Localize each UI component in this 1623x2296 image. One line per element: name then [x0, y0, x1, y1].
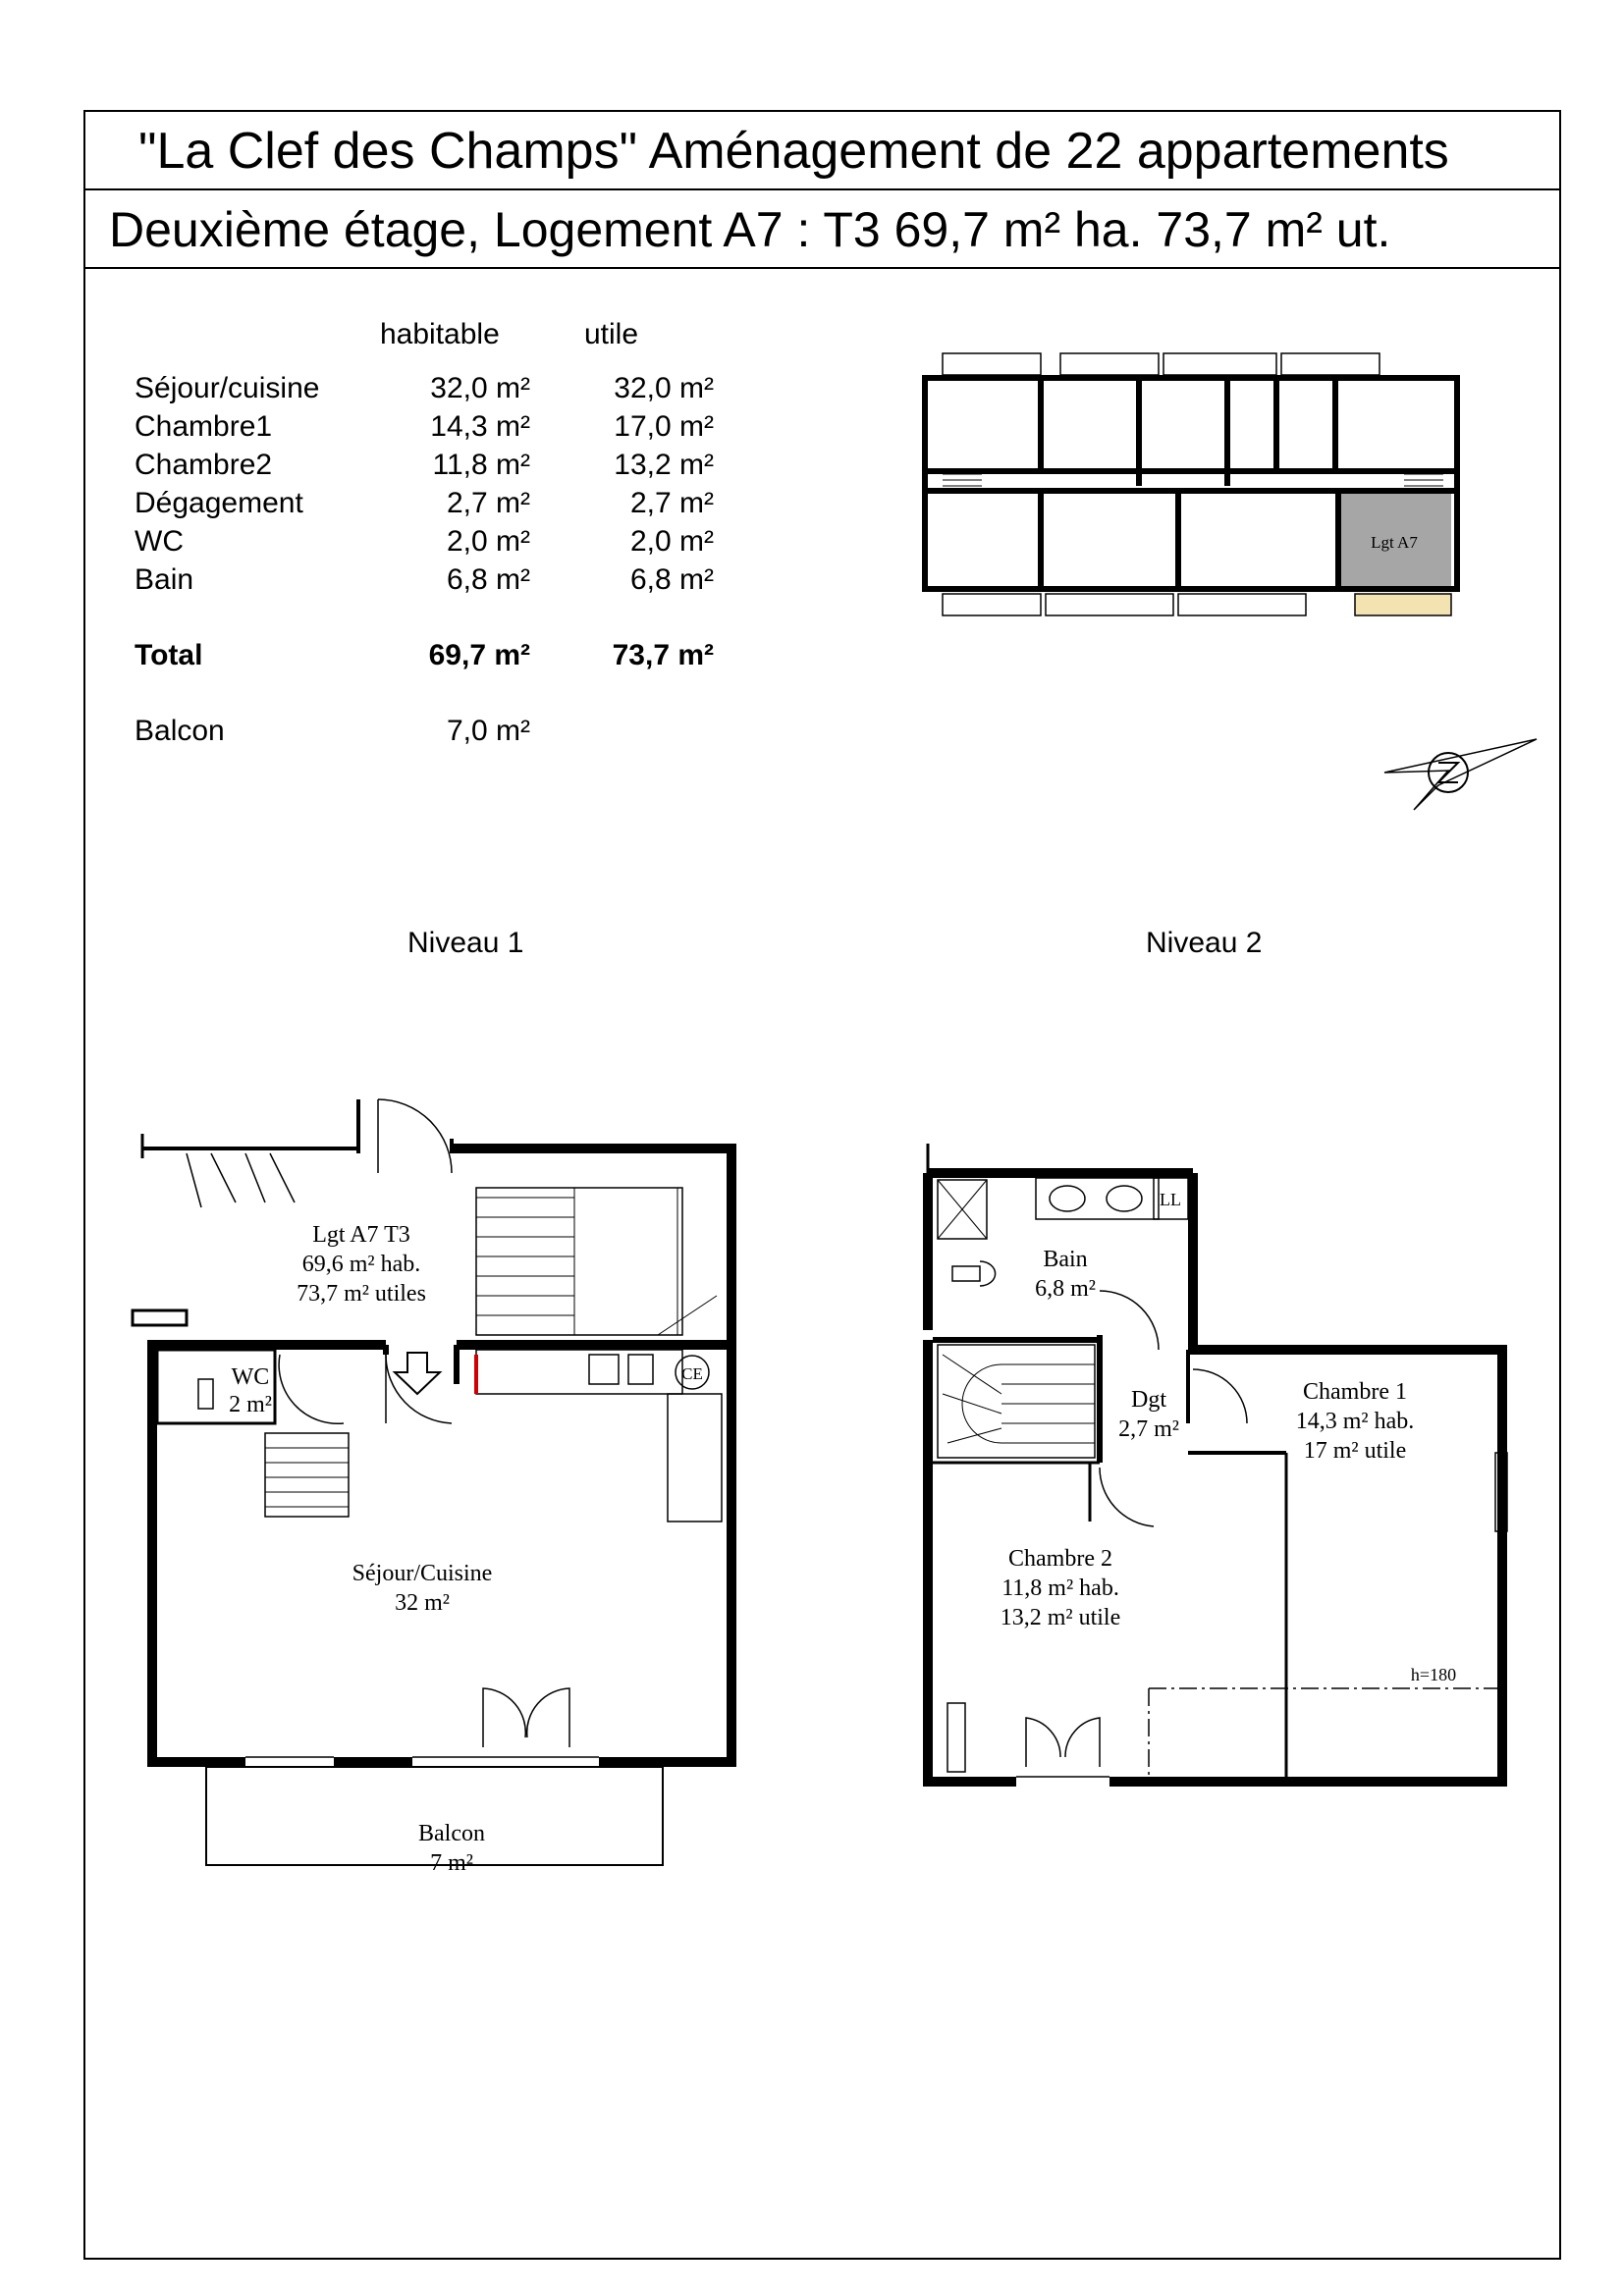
chambre-1-hab: 14,3 m² hab. — [1295, 1409, 1415, 1434]
chambre-1-name: Chambre 1 — [1303, 1379, 1407, 1405]
room-name: WC — [135, 525, 184, 558]
balcon-area: 7 m² — [430, 1850, 473, 1876]
door-swing — [378, 1099, 452, 1173]
bain-area: 6,8 m² — [1035, 1276, 1096, 1302]
chambre-1-utile: 17 m² utile — [1303, 1438, 1407, 1464]
parapet-block — [133, 1310, 187, 1325]
apartment-hab: 69,6 m² hab. — [301, 1252, 421, 1277]
dgt-area: 2,7 m² — [1118, 1416, 1179, 1442]
ce-label: CE — [681, 1364, 703, 1383]
stairs-lower-treads — [265, 1448, 349, 1507]
room-habitable: 32,0 m² — [430, 372, 530, 404]
compass-letter — [1438, 763, 1458, 782]
stairs-upper-treads — [476, 1188, 717, 1335]
floor-plan-level-1 — [108, 1060, 756, 1895]
balcon-habitable: 7,0 m² — [446, 715, 530, 747]
stair-handrail — [658, 1296, 717, 1335]
ll-label: LL — [1160, 1190, 1181, 1209]
chambre-2-name: Chambre 2 — [1008, 1546, 1112, 1572]
room-habitable: 2,7 m² — [446, 487, 530, 519]
washbasin-icon — [1050, 1186, 1085, 1211]
floor-plan-level-2 — [903, 1139, 1542, 1826]
total-habitable: 69,7 m² — [428, 639, 530, 671]
french-door-swing — [483, 1688, 569, 1747]
key-plan-a7-balcony — [1355, 594, 1451, 615]
wc-door-swing — [279, 1355, 344, 1423]
room-habitable: 11,8 m² — [432, 449, 530, 481]
sejour-area: 32 m² — [395, 1590, 450, 1616]
room-utile: 6,8 m² — [629, 563, 714, 596]
room-utile: 2,0 m² — [629, 525, 714, 558]
room-utile: 17,0 m² — [614, 410, 714, 443]
wc-name: WC — [231, 1364, 270, 1390]
key-plan-balcony — [1281, 353, 1380, 375]
sejour-name: Séjour/Cuisine — [352, 1561, 493, 1586]
total-utile: 73,7 m² — [612, 639, 714, 671]
key-plan-balcony — [1046, 594, 1173, 615]
room-name: Chambre2 — [135, 449, 273, 481]
french-door-swing — [1026, 1718, 1100, 1767]
col-habitable-header: habitable — [380, 318, 500, 350]
apartment-name: Lgt A7 T3 — [312, 1222, 410, 1248]
chambre-2-hab: 11,8 m² hab. — [1001, 1575, 1119, 1601]
room-name: Dégagement — [135, 487, 303, 519]
door-swing — [1100, 1468, 1154, 1526]
toilet-bowl — [980, 1261, 996, 1286]
door-swing — [1100, 1291, 1159, 1350]
kitchen-counter — [476, 1350, 682, 1394]
key-plan-balcony — [943, 594, 1041, 615]
stairs-upper — [476, 1188, 682, 1335]
window-swing — [187, 1153, 295, 1207]
apartment-utiles: 73,7 m² utiles — [297, 1281, 426, 1307]
entrance-arrow-icon — [395, 1353, 440, 1394]
stair-curve — [962, 1364, 1001, 1443]
kitchen-island — [668, 1394, 722, 1522]
vanity-icon — [1036, 1178, 1159, 1219]
col-utile-header: utile — [584, 318, 639, 350]
key-plan-balcony — [1178, 594, 1306, 615]
room-name: Chambre1 — [135, 410, 273, 443]
wc-area: 2 m² — [229, 1392, 272, 1417]
stairs-level-2-treads — [943, 1355, 1095, 1443]
dgt-name: Dgt — [1131, 1387, 1166, 1413]
room-utile: 2,7 m² — [629, 487, 714, 519]
compass-needle — [1384, 739, 1537, 810]
balcon-name: Balcon — [418, 1821, 485, 1846]
sink-icon — [589, 1355, 619, 1384]
stairs-lower — [265, 1433, 349, 1517]
key-plan-balcony — [1060, 353, 1159, 375]
stove-icon — [628, 1355, 653, 1384]
bain-name: Bain — [1043, 1247, 1088, 1272]
room-utile: 13,2 m² — [614, 449, 714, 481]
stairs-level-2 — [938, 1345, 1095, 1458]
room-utile: 32,0 m² — [614, 372, 714, 404]
height-label: h=180 — [1410, 1665, 1457, 1684]
key-plan — [913, 348, 1478, 628]
page-title: "La Clef des Champs" Aménagement de 22 appartements — [85, 112, 1559, 190]
toilet-icon — [952, 1266, 980, 1281]
balcon-label: Balcon — [135, 715, 225, 747]
toilet-icon — [198, 1379, 213, 1409]
compass-icon — [1380, 731, 1546, 815]
room-name: Bain — [135, 563, 194, 596]
key-plan-balcony — [943, 353, 1041, 375]
room-habitable: 14,3 m² — [430, 410, 530, 443]
chambre-2-utile: 13,2 m² utile — [1000, 1605, 1121, 1630]
total-label: Total — [135, 639, 203, 671]
niveau-1-label: Niveau 1 — [407, 927, 524, 959]
door-swing — [1193, 1369, 1247, 1423]
key-plan-balcony — [1163, 353, 1276, 375]
washbasin-icon — [1107, 1186, 1142, 1211]
room-habitable: 6,8 m² — [446, 563, 530, 596]
room-habitable: 2,0 m² — [446, 525, 530, 558]
key-plan-a7-label: Lgt A7 — [1371, 533, 1418, 552]
room-name: Séjour/cuisine — [135, 372, 320, 404]
closet — [947, 1703, 965, 1772]
niveau-2-label: Niveau 2 — [1146, 927, 1263, 959]
page-subtitle: Deuxième étage, Logement A7 : T3 69,7 m² ha. 73,7 m² ut. — [85, 190, 1559, 269]
